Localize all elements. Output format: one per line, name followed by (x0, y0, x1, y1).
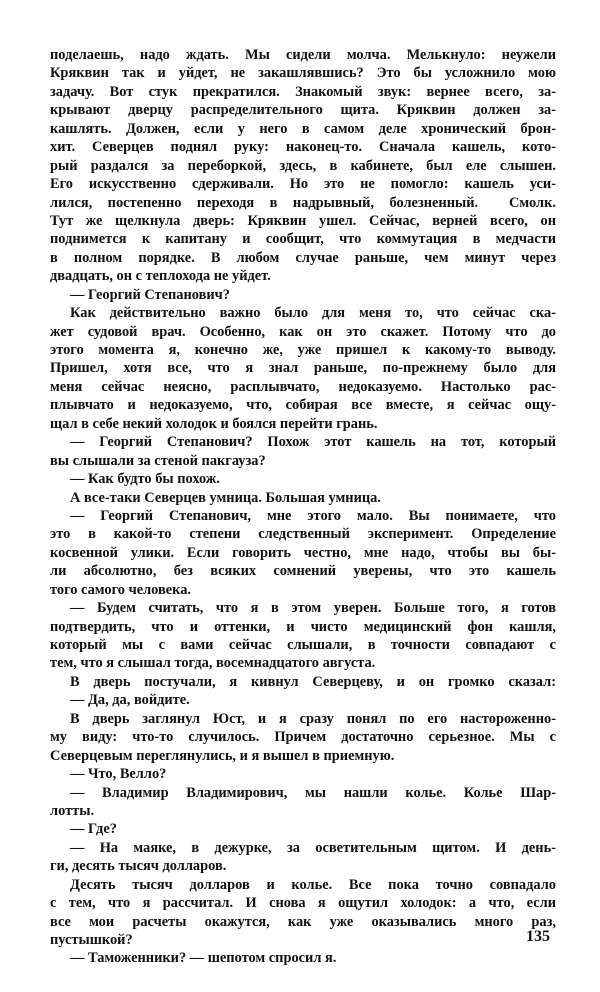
body-text (50, 46, 556, 968)
text-line: двадцать, он с теплохода не уйдет. (50, 268, 271, 285)
text-line: А все-таки Северцев умница. Большая умница. (70, 489, 381, 506)
text-line: с тем, что я рассчитал. И снова я ощутил холодок: а что, если (50, 895, 556, 912)
text-line: — Владимир Владимирович, мы нашли колье. Колье Шар- (70, 784, 556, 801)
text-line: — Где? (70, 821, 117, 838)
text-line: В дверь постучали, я кивнул Северцеву, и он громко сказал: (70, 673, 556, 690)
text-line: поднимется к капитану и сообщит, что коммутация в медчасти (50, 231, 556, 248)
text-line: рый раздался за переборкой, здесь, в кабинете, был еле слышен. (50, 157, 556, 174)
text-line: — Георгий Степанович, мне этого мало. Вы понимаете, что (70, 507, 556, 524)
text-line: — Таможенники? — шепотом спросил я. (70, 950, 337, 967)
text-line: того самого человека. (50, 581, 192, 598)
text-line: Северцевым переглянулись, и я вышел в приемную. (50, 747, 395, 764)
page-number: 135 (526, 928, 550, 945)
text-line: — Георгий Степанович? Похож этот кашель на тот, который (70, 434, 556, 451)
text-line: подтвердить, что и оттенки, и чисто медицинский фон кашля, (50, 618, 556, 635)
text-line: Пришел, хотя все, что я знал раньше, по-прежнему было для (50, 360, 556, 377)
text-line: поделаешь, надо ждать. Мы сидели молча. Мелькнуло: неужели (50, 47, 556, 63)
text-line: лотты. (50, 802, 95, 819)
text-line: кашлять. Должен, если у него в самом деле хронический брон- (50, 120, 556, 137)
text-line: — Георгий Степанович? (70, 286, 230, 303)
text-line: ли абсолютно, без всяких сомнений уверены, что это кашель (50, 563, 556, 580)
text-line: косвенной улики. Если говорить честно, мне надо, чтобы вы бы- (50, 544, 556, 561)
text-line: меня сейчас неясно, расплывчато, недоказуемо. Настолько рас- (50, 378, 556, 395)
text-line: хит. Северцев поднял руку: наконец-то. Сначала кашель, кото- (50, 139, 556, 156)
text-line: Его искусственно сдерживали. Но это не помогло: кашель уси- (50, 176, 556, 193)
text-line: Тут же щелкнула дверь: Кряквин ушел. Сейчас, верней всего, он (50, 212, 556, 229)
text-line: — Да, да, войдите. (70, 692, 190, 709)
text-line: — Что, Велло? (70, 766, 167, 783)
text-line: все мои расчеты окажутся, как уже оказывались много раз, (50, 913, 556, 930)
text-line: — Будем считать, что я в этом уверен. Больше того, я готов (70, 600, 556, 617)
text-line: — Как будто бы похож. (70, 471, 220, 488)
text-line: который мы с вами сейчас слышали, в точности совпадают с (50, 637, 556, 653)
text-line: Кряквин так и уйдет, не закашлявшись? Это бы усложнило мою (50, 65, 556, 82)
text-line: крывают дверцу распределительного щита. Кряквин должен за- (50, 102, 556, 119)
text-line: тем, что я слышал тогда, восемнадцатого августа. (50, 655, 376, 672)
text-line: это в какой-то степени следственный эксперимент. Определение (50, 526, 556, 543)
text-line: этого момента я, конечно же, уже пришел к какому-то выводу. (50, 342, 556, 358)
text-line: пустышкой? (50, 932, 133, 948)
text-line: лился, постепенно переходя в надрывный, болезненный. Смолк. (50, 194, 556, 211)
text-line: Как действительно важно было для меня то, что сейчас ска- (70, 305, 556, 322)
text-line: жет судовой врач. Особенно, как он это скажет. Потому что до (50, 323, 556, 340)
text-line: Десять тысяч долларов и колье. Все пока точно совпадало (70, 876, 556, 893)
text-line: В дверь заглянул Юст, и я сразу понял по его настороженно- (70, 710, 556, 727)
text-line: в полном порядке. В любом случае раньше, чем минут через (50, 249, 556, 266)
text-line: задачу. Вот стук прекратился. Знакомый звук: вернее всего, за- (50, 83, 556, 100)
text-line: плывчато и недоказуемо, что, собирая все вместе, я сейчас ощу- (50, 397, 556, 414)
text-line: щал в себе некий холодок и боялся перейти грань. (50, 415, 378, 432)
text-line: — На маяке, в дежурке, за осветительным щитом. И день- (70, 839, 556, 856)
text-line: му виду: что-то случилось. Причем достаточно серьезное. Мы с (50, 729, 556, 746)
text-line: вы слышали за стеной пакгауза? (50, 452, 266, 469)
text-line: ги, десять тысяч долларов. (50, 858, 227, 875)
